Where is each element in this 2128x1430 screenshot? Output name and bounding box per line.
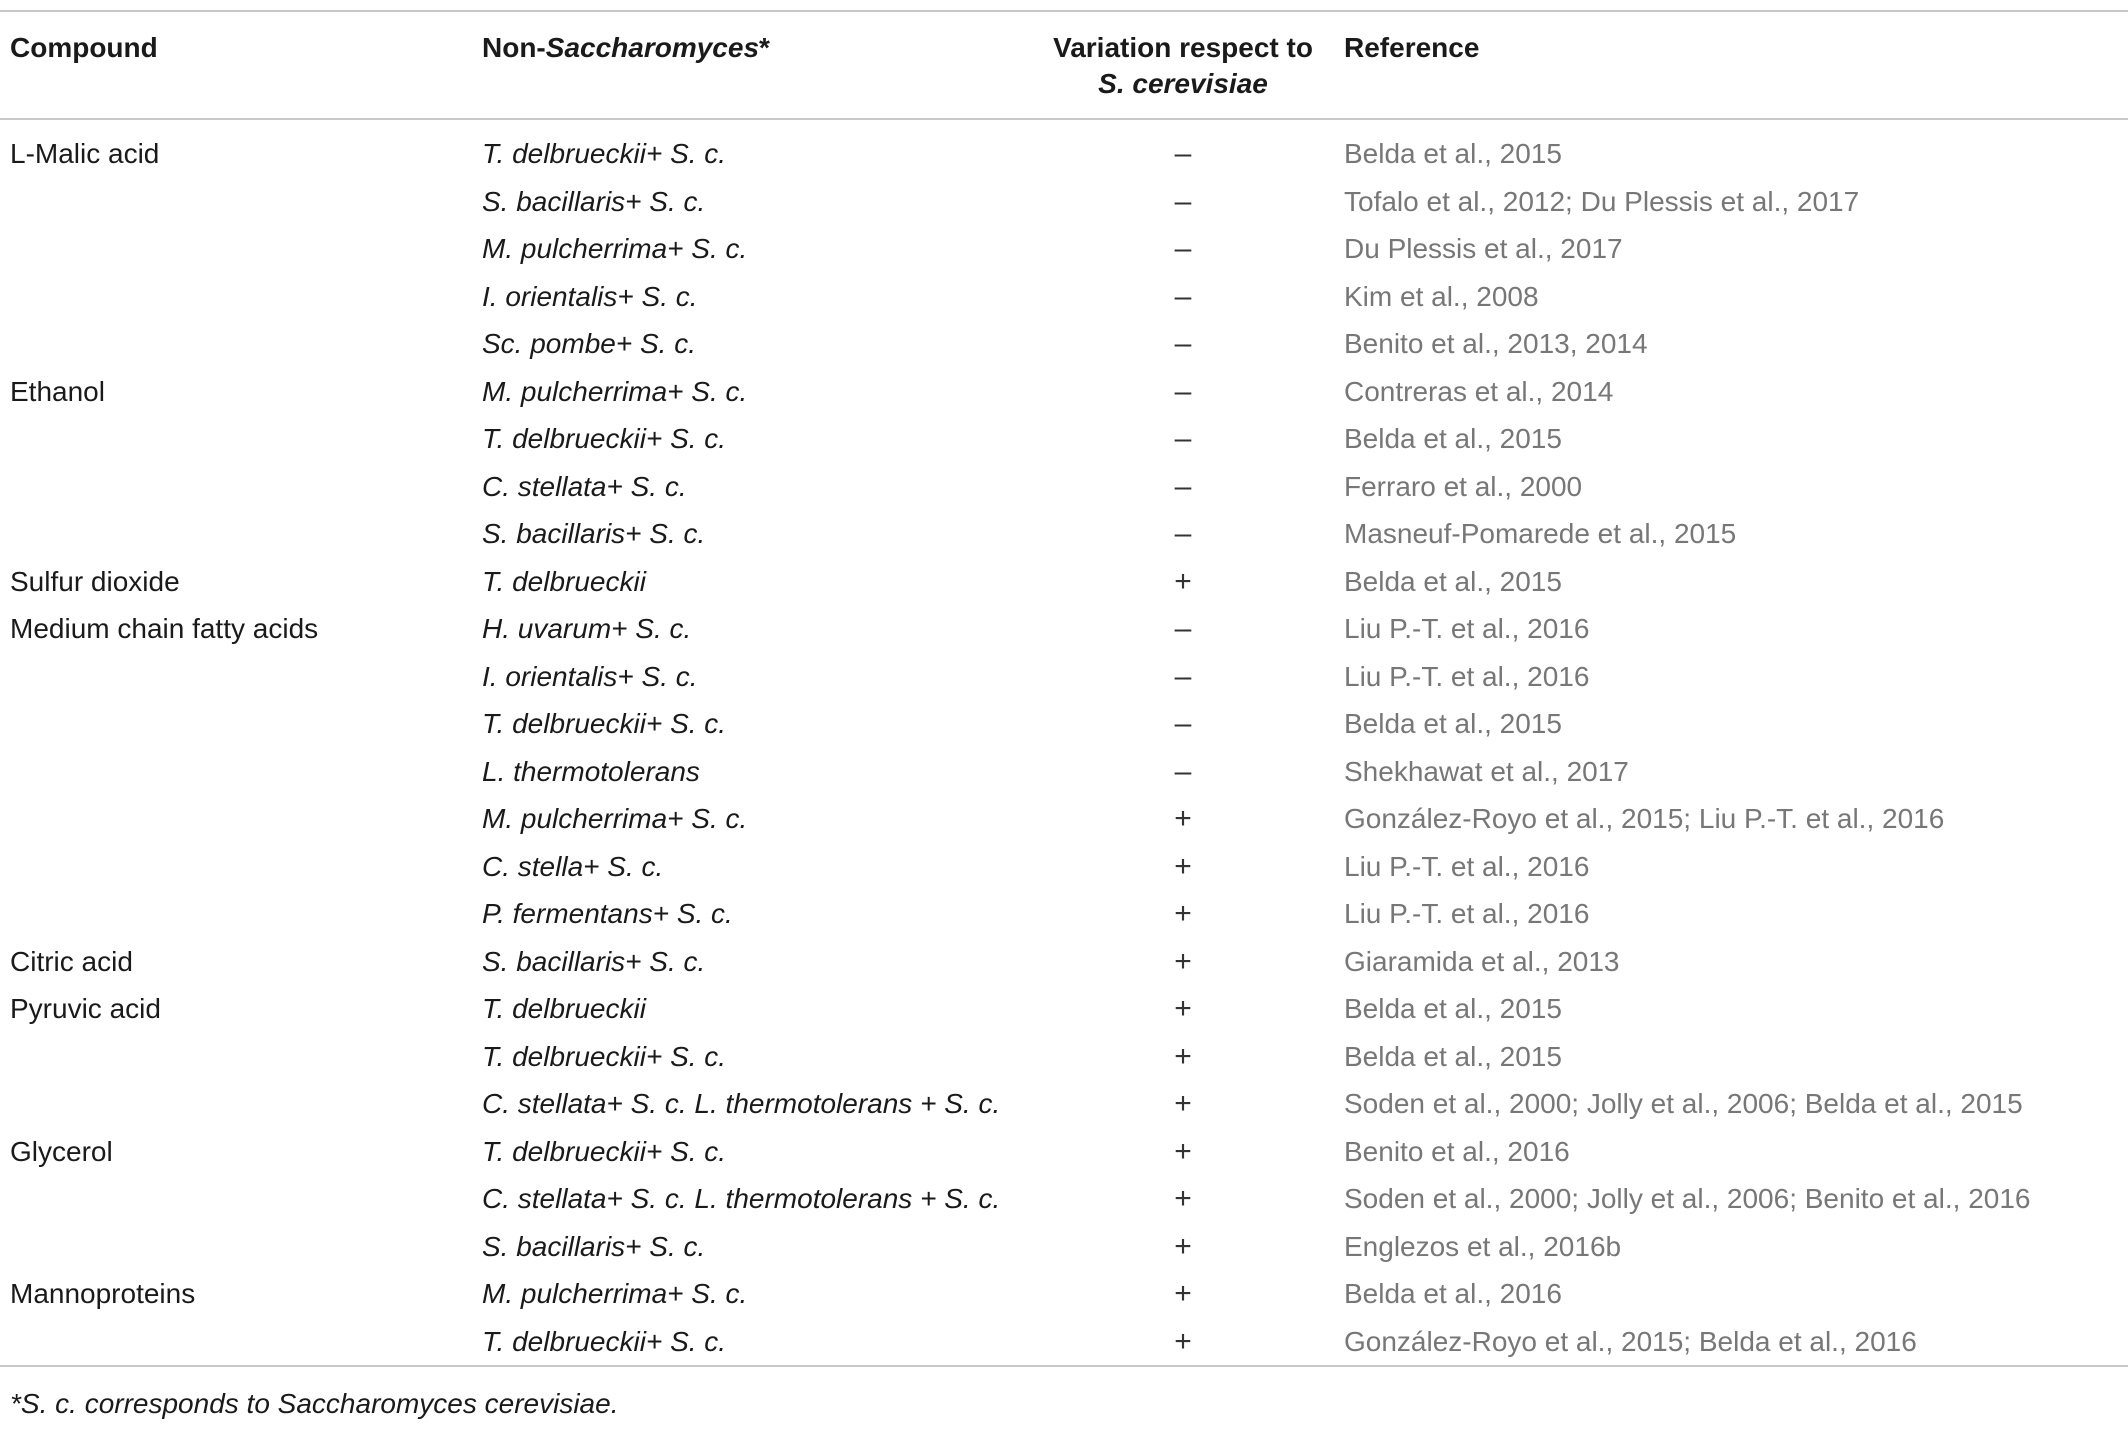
header-non-sacch-italic: Saccharomyces [545, 32, 760, 63]
cell-compound [0, 510, 472, 558]
cell-variation: – [1174, 707, 1192, 740]
cell-compound [0, 1318, 472, 1367]
cell-variation: + [1174, 802, 1192, 835]
data-table-container [0, 10, 2128, 1367]
cell-variation: – [1174, 232, 1192, 265]
cell-reference: Belda et al., 2015 [1344, 423, 1562, 454]
table-row [0, 605, 2128, 653]
cell-variation: – [1174, 184, 1192, 218]
table-row [0, 748, 2128, 796]
cell-variation: + [1174, 992, 1192, 1025]
cell-species: C. stellata+ S. c. L. thermotolerans + S. c. [482, 1183, 1001, 1214]
cell-compound: Ethanol [10, 375, 105, 407]
cell-species: S. bacillaris+ S. c. [482, 1230, 706, 1262]
cell-compound [0, 1080, 472, 1128]
header-variation [1022, 11, 1344, 119]
compound-variation-table [0, 10, 2128, 1367]
cell-reference: Liu P.-T. et al., 2016 [1344, 898, 1590, 929]
cell-species: M. pulcherrima+ S. c. [482, 803, 748, 834]
table-row [0, 273, 2128, 321]
table-row [0, 843, 2128, 891]
cell-variation: + [1174, 897, 1192, 930]
cell-species: H. uvarum+ S. c. [482, 613, 692, 644]
table-header-row [0, 11, 2128, 119]
table-row [0, 558, 2128, 606]
cell-compound [0, 463, 472, 511]
cell-variation: + [1174, 1039, 1192, 1073]
cell-compound [0, 273, 472, 321]
table-row [0, 1175, 2128, 1223]
cell-species: I. orientalis+ S. c. [482, 280, 698, 312]
header-non-saccharomyces [472, 11, 1022, 119]
cell-variation: – [1174, 754, 1192, 788]
cell-compound: Pyruvic acid [10, 993, 161, 1024]
cell-compound: Mannoproteins [10, 1278, 196, 1309]
cell-reference: Benito et al., 2013, 2014 [1344, 328, 1648, 359]
cell-reference: Benito et al., 2016 [1344, 1135, 1570, 1167]
cell-reference: Giaramida et al., 2013 [1344, 945, 1620, 977]
cell-reference: Masneuf-Pomarede et al., 2015 [1344, 518, 1737, 549]
cell-species: T. delbrueckii+ S. c. [482, 1135, 727, 1167]
cell-compound [0, 320, 472, 368]
cell-variation: – [1174, 659, 1192, 693]
cell-species: Sc. pombe+ S. c. [482, 328, 696, 359]
cell-species: S. bacillaris+ S. c. [482, 518, 706, 549]
cell-reference: Englezos et al., 2016b [1344, 1230, 1622, 1262]
cell-species: S. bacillaris+ S. c. [482, 185, 706, 217]
cell-reference: González-Royo et al., 2015; Belda et al., 2016 [1344, 1325, 1917, 1357]
cell-compound: Medium chain fatty acids [10, 613, 319, 644]
cell-species: T. delbrueckii [482, 993, 646, 1024]
cell-variation: – [1174, 374, 1192, 408]
cell-species: T. delbrueckii+ S. c. [482, 1040, 727, 1072]
cell-species: M. pulcherrima+ S. c. [482, 233, 748, 264]
cell-reference: Liu P.-T. et al., 2016 [1344, 660, 1590, 692]
table-row [0, 1270, 2128, 1318]
cell-reference: Kim et al., 2008 [1344, 280, 1539, 312]
table-row [0, 653, 2128, 701]
table-row [0, 320, 2128, 368]
cell-variation: – [1174, 422, 1192, 455]
table-body [0, 119, 2128, 1366]
cell-species: I. orientalis+ S. c. [482, 660, 698, 692]
table-row [0, 700, 2128, 748]
cell-species: T. delbrueckii+ S. c. [482, 138, 727, 169]
cell-compound [0, 178, 472, 226]
cell-compound [0, 1175, 472, 1223]
cell-species: M. pulcherrima+ S. c. [482, 375, 748, 407]
cell-reference: Contreras et al., 2014 [1344, 375, 1614, 407]
cell-variation: – [1174, 517, 1192, 550]
cell-species: T. delbrueckii+ S. c. [482, 708, 727, 739]
cell-species: T. delbrueckii [482, 565, 646, 597]
cell-variation: – [1174, 612, 1192, 645]
cell-compound: L-Malic acid [10, 138, 160, 169]
table-row [0, 1318, 2128, 1367]
cell-variation: + [1174, 1277, 1192, 1310]
cell-reference: Soden et al., 2000; Jolly et al., 2006; Belda et al., 2015 [1344, 1088, 2023, 1119]
cell-reference: Ferraro et al., 2000 [1344, 470, 1583, 502]
header-variation-line1: Variation respect to [1053, 32, 1313, 63]
cell-species: C. stellata+ S. c. L. thermotolerans + S. c. [482, 1088, 1001, 1119]
cell-compound [0, 843, 472, 891]
table-row [0, 890, 2128, 938]
cell-variation: + [1174, 1134, 1192, 1168]
header-variation-line2: S. cerevisiae [1098, 68, 1268, 99]
cell-species: M. pulcherrima+ S. c. [482, 1278, 748, 1309]
table-row [0, 368, 2128, 416]
cell-reference: Belda et al., 2015 [1344, 708, 1562, 739]
cell-reference: Belda et al., 2015 [1344, 1040, 1562, 1072]
cell-species: P. fermentans+ S. c. [482, 898, 733, 929]
cell-species: L. thermotolerans [482, 755, 700, 787]
table-row [0, 119, 2128, 178]
cell-reference: Belda et al., 2015 [1344, 993, 1562, 1024]
cell-compound [0, 415, 472, 463]
cell-variation: + [1174, 849, 1192, 883]
table-row [0, 795, 2128, 843]
cell-variation: – [1174, 327, 1192, 360]
cell-variation: + [1174, 944, 1192, 978]
header-non-sacch-prefix: Non- [482, 32, 546, 63]
table-row [0, 1223, 2128, 1271]
table-row [0, 985, 2128, 1033]
cell-species: C. stellata+ S. c. [482, 470, 687, 502]
cell-reference: Du Plessis et al., 2017 [1344, 233, 1623, 264]
cell-compound [0, 1223, 472, 1271]
cell-compound: Sulfur dioxide [10, 565, 180, 597]
cell-compound [0, 653, 472, 701]
cell-species: S. bacillaris+ S. c. [482, 945, 706, 977]
header-reference: Reference [1344, 32, 1480, 63]
cell-reference: Shekhawat et al., 2017 [1344, 755, 1629, 787]
cell-variation: + [1174, 1229, 1192, 1263]
cell-compound [0, 795, 472, 843]
cell-variation: – [1174, 279, 1192, 313]
cell-reference: González-Royo et al., 2015; Liu P.-T. et al., 2016 [1344, 803, 1945, 834]
cell-variation: + [1174, 564, 1192, 598]
table-row [0, 415, 2128, 463]
cell-reference: Liu P.-T. et al., 2016 [1344, 613, 1590, 644]
cell-compound [0, 890, 472, 938]
cell-reference: Belda et al., 2015 [1344, 565, 1562, 597]
cell-compound [0, 225, 472, 273]
cell-reference: Soden et al., 2000; Jolly et al., 2006; Benito et al., 2016 [1344, 1183, 2031, 1214]
table-row [0, 225, 2128, 273]
table-footnote: *S. c. corresponds to Saccharomyces cerevisiae. [10, 1388, 619, 1419]
cell-variation: + [1174, 1324, 1192, 1358]
cell-variation: – [1174, 469, 1192, 503]
cell-reference: Belda et al., 2015 [1344, 138, 1562, 169]
table-row [0, 510, 2128, 558]
header-non-sacch-suffix: * [759, 32, 770, 63]
cell-variation: – [1174, 137, 1192, 170]
table-row [0, 463, 2128, 511]
table-row [0, 1128, 2128, 1176]
table-row [0, 1080, 2128, 1128]
table-row [0, 938, 2128, 986]
cell-reference: Belda et al., 2016 [1344, 1278, 1562, 1309]
header-compound: Compound [10, 32, 158, 63]
cell-compound [0, 1033, 472, 1081]
cell-species: T. delbrueckii+ S. c. [482, 1325, 727, 1357]
cell-compound: Citric acid [10, 945, 133, 977]
table-row [0, 1033, 2128, 1081]
cell-variation: + [1174, 1182, 1192, 1215]
cell-reference: Tofalo et al., 2012; Du Plessis et al., 2017 [1344, 185, 1860, 217]
table-row [0, 178, 2128, 226]
cell-compound [0, 700, 472, 748]
cell-variation: + [1174, 1087, 1192, 1120]
cell-compound [0, 748, 472, 796]
cell-reference: Liu P.-T. et al., 2016 [1344, 850, 1590, 882]
cell-species: C. stella+ S. c. [482, 850, 664, 882]
cell-species: T. delbrueckii+ S. c. [482, 423, 727, 454]
cell-compound: Glycerol [10, 1135, 113, 1167]
